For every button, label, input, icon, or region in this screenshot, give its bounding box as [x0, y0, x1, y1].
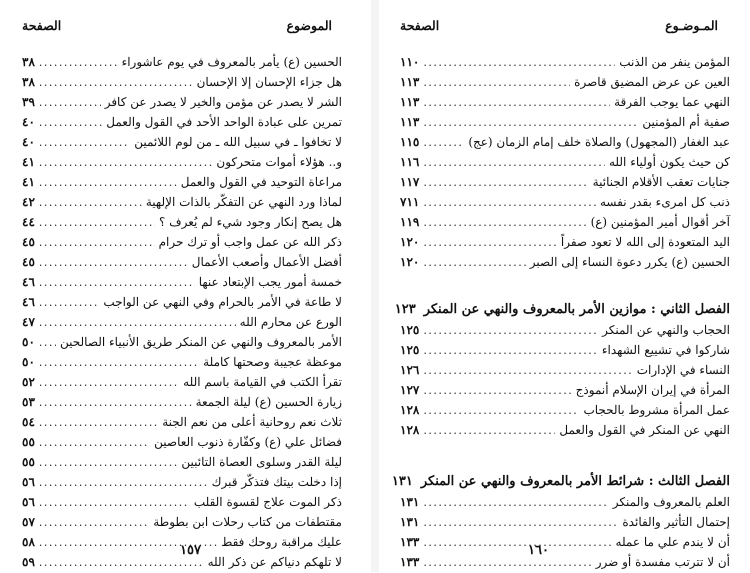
dot-leader	[423, 253, 525, 273]
toc-entry-page: ١٣٣	[400, 535, 420, 549]
toc-entry	[0, 92, 372, 112]
dot-leader	[423, 173, 588, 193]
toc-entry-page: ٥٦	[22, 475, 35, 489]
toc-entry-page: ١١٣	[400, 115, 420, 129]
toc-entry-title: لا طاعة في الأمر بالحرام وفي النهي عن الواجب	[103, 295, 342, 309]
toc-entry-page: ١٢٨	[400, 423, 420, 437]
page-number: ١٥٧	[180, 543, 201, 558]
toc-entry-page: ١٣١	[400, 515, 420, 529]
dot-leader	[423, 193, 596, 213]
toc-entry-page: ١١٥	[400, 135, 420, 149]
toc-entry-page: ٤١	[22, 155, 35, 169]
toc-entry-page: ٥٠	[22, 355, 35, 369]
toc-entry-title: و.. هؤلاء أموات متحركون	[216, 155, 342, 169]
dot-leader	[423, 493, 608, 513]
toc-entry-title: لا تلهكم دنياكم عن ذكر الله	[207, 555, 342, 569]
toc-entry-title: ليلة القدر وسلوى العصاة التائبين	[181, 455, 342, 469]
toc-entry-title: زيارة الحسين (ع) ليلة الجمعة	[195, 395, 342, 409]
dot-leader	[39, 273, 195, 293]
chapter-heading	[378, 472, 750, 492]
toc-entry-page: ١٣١	[400, 495, 420, 509]
dot-leader	[39, 433, 150, 453]
chapter-heading	[378, 300, 750, 320]
toc-entry	[0, 112, 372, 132]
dot-leader	[423, 361, 632, 381]
dot-leader	[39, 233, 155, 253]
toc-entry-title: ذنب كل امرىء بقدر نفسه	[600, 195, 730, 209]
dot-leader	[39, 293, 100, 313]
toc-entry	[378, 212, 750, 232]
toc-entry-title: لا تخافوا ـ في سبيل الله ـ من لوم اللائمين	[134, 135, 342, 149]
dot-leader	[423, 153, 605, 173]
toc-entry-title: عمل المرأة مشروط بالحجاب	[583, 403, 730, 417]
toc-entry	[0, 192, 372, 212]
toc-entry-page: ٤٥	[22, 235, 35, 249]
toc-entry-title: جنايات تعقب الأقلام الجنائية	[592, 175, 730, 189]
toc-entry	[0, 452, 372, 472]
toc-entry-page: ٥٦	[22, 495, 35, 509]
toc-entry-title: إذا دخلت بيتك فتذكّر قبرك	[211, 475, 342, 489]
toc-entry-title: الحسين (ع) يأمر بالمعروف في يوم عاشوراء	[121, 55, 342, 69]
toc-entry-title: عبد الغفار (المجهول) والصلاة خلف إمام الزمان (عج)	[468, 135, 730, 149]
toc-entry-title: العين عن عرض المضيق قاصرة	[574, 75, 730, 89]
toc-entry	[378, 152, 750, 172]
toc-entry-page: ٤٦	[22, 295, 35, 309]
toc-entry	[378, 252, 750, 272]
dot-leader	[39, 53, 118, 73]
dot-leader	[423, 213, 586, 233]
page-header: الصفحة	[400, 18, 440, 33]
toc-entry-page: ١٢٠	[400, 235, 420, 249]
toc-entry-title: شاركوا في تشييع الشهداء	[601, 343, 730, 357]
toc-entry-title: ذكر الموت علاج لقسوة القلب	[193, 495, 342, 509]
dot-leader	[423, 421, 555, 441]
toc-entry	[0, 272, 372, 292]
dot-leader	[39, 393, 192, 413]
topic-header: المـوضـوع	[665, 18, 718, 33]
toc-entry	[0, 292, 372, 312]
toc-entry-page: ١٢٥	[400, 323, 420, 337]
toc-entry-title: صفية أم المؤمنين	[642, 115, 730, 129]
toc-entry-page: ١٢٥	[400, 343, 420, 357]
toc-entry	[378, 340, 750, 360]
toc-entry-title: ثلاث نعم روحانية أعلى من نعم الجنة	[162, 415, 342, 429]
toc-entry-title: ذكر الله عن عمل واجب أو ترك حرام	[158, 235, 342, 249]
toc-entry-page: ١٢٨	[400, 403, 420, 417]
toc-entry-page: ٣٩	[22, 95, 35, 109]
toc-entry-title: تقرأ الكتب في القيامة باسم الله	[183, 375, 342, 389]
toc-entry-page: ٤٠	[22, 115, 35, 129]
toc-entry	[0, 512, 372, 532]
toc-entry-title: تمرين على عبادة الواحد الأحد في القول والعمل	[106, 115, 342, 129]
toc-entry-page: ١١٣	[400, 75, 420, 89]
toc-entry-page: ٤٢	[22, 195, 35, 209]
toc-entry-page: ١١٦	[400, 155, 420, 169]
dot-leader	[39, 253, 188, 273]
toc-entry	[0, 72, 372, 92]
toc-entry-title: الأمر بالمعروف والنهي عن المنكر طريق الأنبياء الصالحين	[60, 335, 342, 349]
dot-leader	[39, 513, 149, 533]
toc-entry-page: ٥٥	[22, 455, 35, 469]
dot-leader	[423, 553, 591, 573]
toc-entry	[378, 360, 750, 380]
dot-leader	[423, 533, 611, 553]
toc-entry	[378, 232, 750, 252]
toc-entry-title: الفصل الثاني : موازين الأمر بالمعروف والنهي عن المنكر	[423, 302, 730, 317]
dot-leader	[39, 153, 212, 173]
dot-leader	[423, 321, 598, 341]
toc-entry-page: ١٣٣	[400, 555, 420, 569]
dot-leader	[423, 341, 598, 361]
toc-entry	[378, 72, 750, 92]
dot-leader	[423, 113, 638, 133]
toc-entry-page: ١٢٧	[400, 383, 420, 397]
dot-leader	[39, 113, 102, 133]
toc-entry-title: خمسة أمور يجب الإبتعاد عنها	[198, 275, 342, 289]
toc-entry	[0, 312, 372, 332]
toc-entry-title: مقتطفات من كتاب رحلات ابن بطوطة	[153, 515, 342, 529]
toc-entry-page: ٧١١	[400, 195, 420, 209]
dot-leader	[423, 53, 615, 73]
toc-entry-title: الشر لا يصدر عن مؤمن والخير لا يصدر عن كافر	[104, 95, 342, 109]
dot-leader	[423, 513, 618, 533]
toc-entry-title: موعظة عجيبة وصحتها كاملة	[203, 355, 342, 369]
toc-entry-title: آخر أقوال أمير المؤمنين (ع)	[590, 215, 730, 229]
toc-entry-title: المرأة في إيران الإسلام أنموذج	[575, 383, 730, 397]
right-page	[378, 0, 750, 572]
toc-entry-title: النهي عن المنكر في القول والعمل	[559, 423, 730, 437]
toc-entry-title: أن لا يندم علي ما عمله	[615, 535, 730, 549]
toc-entry-title: مراعاة التوحيد في القول والعمل	[180, 175, 342, 189]
left-page	[0, 0, 372, 572]
toc-entry	[378, 512, 750, 532]
toc-entry-title: إحتمال التأثير والفائدة	[622, 515, 730, 529]
toc-entry	[378, 400, 750, 420]
toc-entry	[0, 352, 372, 372]
toc-entry	[378, 132, 750, 152]
toc-entry-page: ٤٤	[22, 215, 35, 229]
page-header: الصفحة	[22, 18, 62, 33]
toc-entry-page: ١١٠	[400, 55, 420, 69]
toc-entry	[0, 472, 372, 492]
toc-entry	[378, 92, 750, 112]
toc-entry-page: ٣٨	[22, 75, 35, 89]
dot-leader	[39, 213, 155, 233]
dot-leader	[423, 133, 464, 153]
toc-entry-title: هل يصح إنكار وجود شيء لم يُعرف ؟	[158, 215, 342, 229]
toc-entry	[0, 52, 372, 72]
dot-leader	[39, 493, 190, 513]
toc-entry-title: الفصل الثالث : شرائط الأمر بالمعروف والنهي عن المنكر	[420, 474, 730, 489]
topic-header: الموضوع	[286, 18, 332, 33]
toc-entry-title: عليك مراقبة روحك فقط	[221, 535, 342, 549]
toc-entry-page: ١٢٦	[400, 363, 420, 377]
dot-leader	[39, 333, 56, 353]
toc-entry	[378, 532, 750, 552]
toc-entry	[0, 412, 372, 432]
dot-leader	[423, 73, 570, 93]
dot-leader	[39, 353, 199, 373]
toc-entry	[0, 132, 372, 152]
dot-leader	[39, 73, 193, 93]
toc-entry-page: ١٢٠	[400, 255, 420, 269]
toc-entry-page: ٤٥	[22, 255, 35, 269]
dot-leader	[39, 133, 130, 153]
toc-entry-page: ١١٩	[400, 215, 420, 229]
toc-entry	[378, 52, 750, 72]
toc-entry-page: ٥٢	[22, 375, 35, 389]
toc-entry	[378, 172, 750, 192]
toc-entry-page: ٤١	[22, 175, 35, 189]
dot-leader	[423, 233, 557, 253]
dot-leader	[39, 313, 236, 333]
dot-leader	[39, 553, 204, 573]
toc-entry-page: ٥٣	[22, 395, 35, 409]
dot-leader	[39, 93, 101, 113]
toc-entry	[0, 172, 372, 192]
dot-leader	[39, 473, 208, 493]
toc-entry-title: اليد المتعودة إلى الله لا تعود صفراً	[560, 235, 730, 249]
toc-entry-title: النهي عما يوجب الفرقة	[614, 95, 730, 109]
toc-entry-page: ٥٤	[22, 415, 35, 429]
toc-entry-page: ٣٨	[22, 55, 35, 69]
toc-entry	[378, 552, 750, 572]
dot-leader	[423, 93, 610, 113]
toc-entry	[378, 380, 750, 400]
dot-leader	[39, 453, 177, 473]
toc-entry-title: النساء في الإدارات	[636, 363, 730, 377]
toc-entry	[378, 320, 750, 340]
toc-entry-title: أفضل الأعمال وأصعب الأعمال	[191, 255, 342, 269]
toc-entry-page: ٤٦	[22, 275, 35, 289]
toc-entry	[0, 492, 372, 512]
dot-leader	[39, 173, 177, 193]
toc-entry	[0, 332, 372, 352]
dot-leader	[39, 193, 142, 213]
toc-entry-title: الورع عن محارم الله	[239, 315, 342, 329]
toc-entry-page: ٤٧	[22, 315, 35, 329]
toc-entry	[0, 232, 372, 252]
page-number: ١٦٠	[528, 543, 549, 558]
toc-entry-page: ٤٠	[22, 135, 35, 149]
toc-entry	[378, 192, 750, 212]
toc-entry-page: ١٣١	[391, 474, 413, 489]
toc-entry	[0, 392, 372, 412]
toc-entry-page: ٥٨	[22, 535, 35, 549]
dot-leader	[423, 401, 579, 421]
dot-leader	[423, 381, 571, 401]
toc-entry	[0, 432, 372, 452]
toc-entry-title: الحسين (ع) يكرر دعوة النساء إلى الصبر	[529, 255, 730, 269]
toc-entry-page: ٥٥	[22, 435, 35, 449]
dot-leader	[39, 373, 179, 393]
toc-entry	[0, 212, 372, 232]
toc-entry-page: ٥٧	[22, 515, 35, 529]
toc-entry-title: المؤمن ينفر من الذنب	[619, 55, 730, 69]
toc-entry-page: ٥٩	[22, 555, 35, 569]
toc-entry-title: لماذا ورد النهي عن التفكّر بالذات الإلهية	[145, 195, 342, 209]
toc-entry-title: كن حيث يكون أولياء الله	[608, 155, 730, 169]
toc-entry	[378, 420, 750, 440]
toc-entry	[0, 252, 372, 272]
toc-entry-page: ١١٧	[400, 175, 420, 189]
toc-entry-title: العلم بالمعروف والمنكر	[612, 495, 730, 509]
toc-entry	[378, 492, 750, 512]
toc-entry-title: فضائل علي (ع) وكفّارة ذنوب العاصين	[154, 435, 342, 449]
toc-entry	[0, 152, 372, 172]
toc-entry-title: الحجاب والنهي عن المنكر	[602, 323, 730, 337]
toc-entry	[378, 112, 750, 132]
toc-entry-page: ٥٠	[22, 335, 35, 349]
toc-entry	[0, 372, 372, 392]
toc-entry-page: ١٢٣	[394, 302, 416, 317]
toc-entry-title: هل جزاء الإحسان إلا الإحسان	[196, 75, 342, 89]
toc-entry-page: ١١٣	[400, 95, 420, 109]
dot-leader	[39, 413, 158, 433]
toc-entry-title: أن لا تترتب مفسدة أو ضرر	[595, 555, 730, 569]
